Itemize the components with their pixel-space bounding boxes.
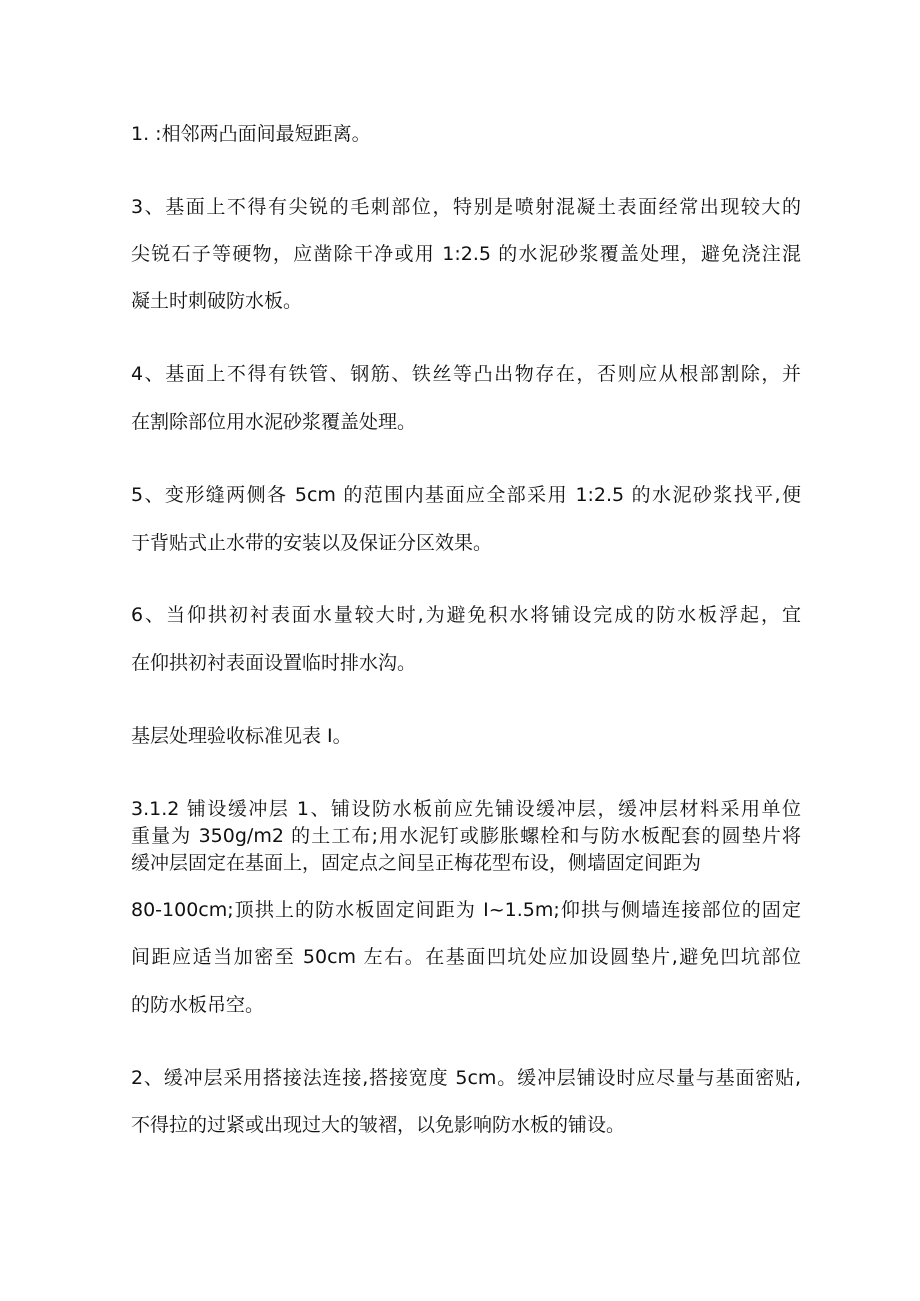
paragraph-6-line-1: 6、当仰拱初衬表面水量较大时,为避免积水将铺设完成的防水板浮起，宜 bbox=[131, 604, 801, 626]
paragraph-8-line-1: 3.1.2 铺设缓冲层 1、铺设防水板前应先铺设缓冲层，缓冲层材料采用单位 bbox=[131, 798, 801, 820]
paragraph-5-line-1: 5、变形缝两侧各 5cm 的范围内基面应全部采用 1:2.5 的水泥砂浆找平,便 bbox=[131, 484, 801, 506]
paragraph-9-line-2: 不得拉的过紧或出现过大的皱褶，以免影响防水板的铺设。 bbox=[131, 1114, 626, 1136]
paragraph-1-line-1: 1. :相邻两凸面间最短距离。 bbox=[131, 123, 371, 145]
paragraph-8-line-6: 的防水板吊空。 bbox=[131, 994, 265, 1016]
paragraph-6-line-2: 在仰拱初衬表面设置临时排水沟。 bbox=[131, 652, 417, 674]
paragraph-7-line-1: 基层处理验收标准见表 I。 bbox=[131, 725, 352, 747]
paragraph-8-line-5: 间距应适当加密至 50cm 左右。在基面凹坑处应加设圆垫片,避免凹坑部位 bbox=[131, 946, 801, 968]
paragraph-3-line-3: 凝土时刺破防水板。 bbox=[131, 290, 303, 312]
paragraph-8-line-2: 重量为 350g∕m2 的土工布;用水泥钉或膨胀螺栓和与防水板配套的圆垫片将 bbox=[131, 825, 801, 847]
paragraph-8-line-3: 缓冲层固定在基面上，固定点之间呈正梅花型布设，侧墙固定间距为 bbox=[131, 852, 702, 874]
paragraph-9-line-1: 2、缓冲层采用搭接法连接,搭接宽度 5cm。缓冲层铺设时应尽量与基面密贴, bbox=[131, 1067, 801, 1089]
paragraph-5-line-2: 于背贴式止水带的安装以及保证分区效果。 bbox=[131, 532, 493, 554]
paragraph-8-line-4: 80-100cm;顶拱上的防水板固定间距为 I~1.5m;仰拱与侧墙连接部位的固定 bbox=[131, 899, 801, 921]
paragraph-3-line-2: 尖锐石子等硬物，应凿除干净或用 1:2.5 的水泥砂浆覆盖处理，避免浇注混 bbox=[131, 243, 801, 265]
paragraph-4-line-2: 在割除部位用水泥砂浆覆盖处理。 bbox=[131, 411, 417, 433]
paragraph-4-line-1: 4、基面上不得有铁管、钢筋、铁丝等凸出物存在，否则应从根部割除，并 bbox=[131, 363, 801, 385]
paragraph-3-line-1: 3、基面上不得有尖锐的毛刺部位，特别是喷射混凝土表面经常出现较大的 bbox=[131, 196, 801, 218]
